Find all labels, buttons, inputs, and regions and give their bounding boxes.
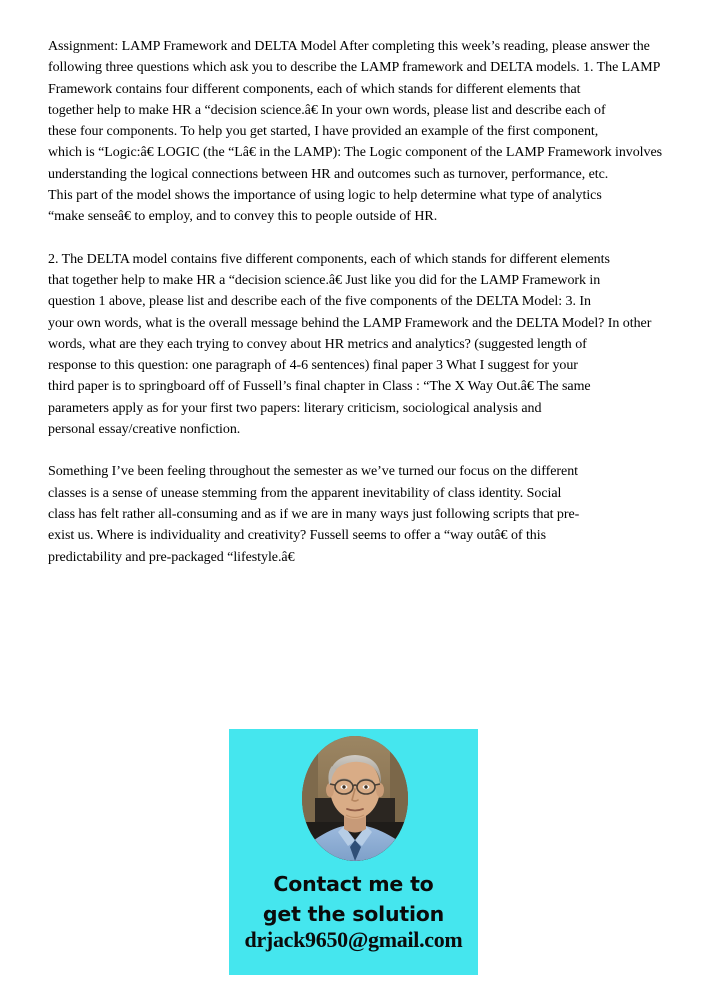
text-line: following three questions which ask you to describe the LAMP framework and DELTA models. 1. The LAMP: [48, 60, 661, 76]
text-line: exist us. Where is individuality and creativity? Fussell seems to offer a “way outâ€ of this: [48, 528, 546, 544]
paragraph-reflection: [48, 461, 688, 567]
text-line: Framework contains four different components, each of which stands for different elements that: [48, 81, 581, 97]
text-line: question 1 above, please list and describe each of the five components of the DELTA Model: 3. In: [48, 294, 591, 310]
text-line: words, what are they each trying to convey about HR metrics and analytics? (suggested length of: [48, 336, 587, 352]
card-email-address[interactable]: drjack9650@gmail.com: [244, 927, 463, 952]
text-line: “make senseâ€ to employ, and to convey this to people outside of HR.: [48, 209, 438, 225]
text-line: predictability and pre-packaged “lifestyle.â€: [48, 549, 295, 565]
text-line: Assignment: LAMP Framework and DELTA Model After completing this week’s reading, please answer the: [48, 39, 650, 54]
document-text-body: [48, 36, 688, 568]
text-line: This part of the model shows the importance of using logic to help determine what type of analytics: [48, 188, 602, 204]
text-line: that together help to make HR a “decision science.â€ Just like you did for the LAMP Framework in: [48, 272, 601, 288]
contact-card: [229, 729, 478, 975]
portrait-photo: [302, 736, 408, 861]
portrait-illustration: [302, 736, 408, 861]
text-line: understanding the logical connections between HR and outcomes such as turnover, performance, etc.: [48, 166, 609, 182]
text-line: parameters apply as for your first two papers: literary criticism, sociological analysis and: [48, 400, 542, 416]
card-headline: [229, 869, 478, 929]
text-line: 2. The DELTA model contains five different components, each of which stands for different elements: [48, 251, 610, 267]
text-line: classes is a sense of unease stemming from the apparent inevitability of class identity. Social: [48, 485, 562, 501]
paragraph-assignment-intro: [48, 36, 688, 228]
text-line: these four components. To help you get started, I have provided an example of the first component,: [48, 124, 599, 140]
text-line: personal essay/creative nonfiction.: [48, 422, 241, 438]
text-line: which is “Logic:â€ LOGIC (the “Lâ€ in the LAMP): The Logic component of the LAMP Framework involves: [48, 145, 663, 161]
card-headline-line-2: get the solution: [262, 902, 445, 926]
text-line: third paper is to springboard off of Fussell’s final chapter in Class : “The X Way Out.â€ The same: [48, 379, 591, 395]
text-line: response to this question: one paragraph of 4-6 sentences) final paper 3 What I suggest for your: [48, 358, 578, 374]
text-line: Something I’ve been feeling throughout the semester as we’ve turned our focus on the different: [48, 464, 578, 480]
paragraph-delta-questions: [48, 249, 688, 441]
text-line: class has felt rather all-consuming and as if we are in many ways just following scripts that pre-: [48, 506, 580, 522]
text-line: your own words, what is the overall message behind the LAMP Framework and the DELTA Model? In other: [48, 315, 652, 331]
text-line: together help to make HR a “decision science.â€ In your own words, please list and describe each of: [48, 102, 606, 118]
card-headline-line-1: Contact me to: [273, 872, 434, 896]
